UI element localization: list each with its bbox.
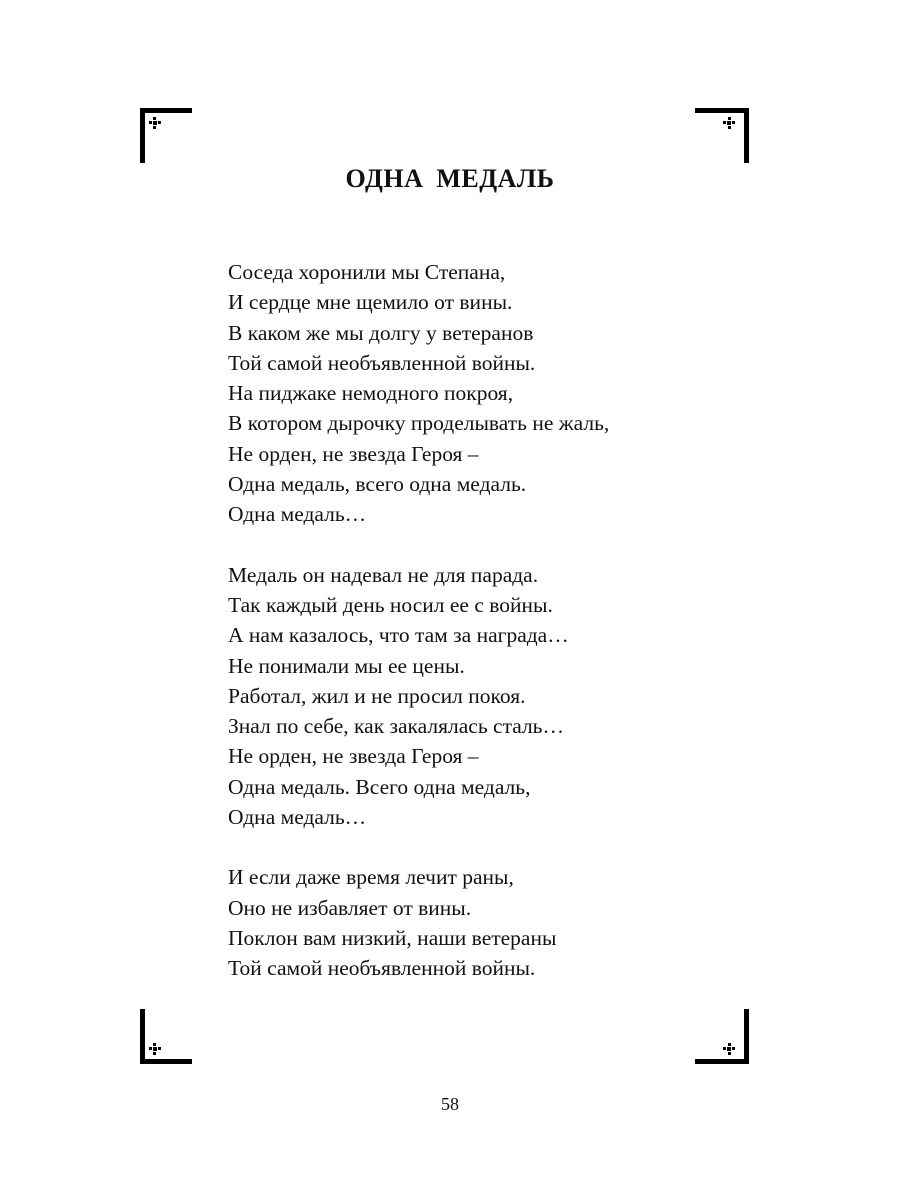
poem-line: А нам казалось, что там за награда… — [228, 623, 569, 648]
poem-line: Одна медаль… — [228, 502, 367, 527]
poem-line: Одна медаль. Всего одна медаль, — [228, 774, 531, 799]
poem-title: ОДНА МЕДАЛЬ — [345, 164, 555, 193]
poem-line: Той самой необъявленной войны. — [228, 956, 536, 981]
corner-ornament-bottom-right-icon — [693, 1008, 749, 1064]
poem-line: И сердце мне щемило от вины. — [228, 290, 513, 315]
poem-line: Так каждый день носил ее с войны. — [228, 592, 553, 617]
poem-body — [228, 257, 708, 1014]
stanza-1 — [228, 257, 708, 530]
corner-ornament-top-right-icon — [693, 108, 749, 164]
poem-line: Не орден, не звезда Героя – — [228, 744, 479, 769]
corner-ornament-bottom-left-icon — [140, 1008, 196, 1064]
stanza-2 — [228, 560, 708, 833]
corner-ornament-top-left-icon — [140, 108, 196, 164]
poem-line: В котором дырочку проделывать не жаль, — [228, 411, 610, 436]
stanza-3 — [228, 862, 708, 983]
poem-line: Работал, жил и не просил покоя. — [228, 683, 526, 708]
poem-line: На пиджаке немодного покроя, — [228, 381, 514, 406]
poem-line: Медаль он надевал не для парада. — [228, 562, 539, 587]
poem-line: Поклон вам низкий, наши ветераны — [228, 925, 557, 950]
poem-line: Одна медаль… — [228, 805, 367, 830]
poem-line: Знал по себе, как закалялась сталь… — [228, 714, 564, 739]
poem-line: Оно не избавляет от вины. — [228, 895, 472, 920]
poem-line: Не орден, не звезда Героя – — [228, 441, 479, 466]
poem-line: В каком же мы долгу у ветеранов — [228, 320, 534, 345]
poem-line: И если даже время лечит раны, — [228, 865, 514, 890]
poem-line: Соседа хоронили мы Степана, — [228, 260, 506, 284]
poem-line: Одна медаль, всего одна медаль. — [228, 472, 527, 497]
page-number: 58 — [441, 1094, 459, 1114]
poem-line: Не понимали мы ее цены. — [228, 653, 465, 678]
poem-line: Той самой необъявленной войны. — [228, 350, 536, 375]
